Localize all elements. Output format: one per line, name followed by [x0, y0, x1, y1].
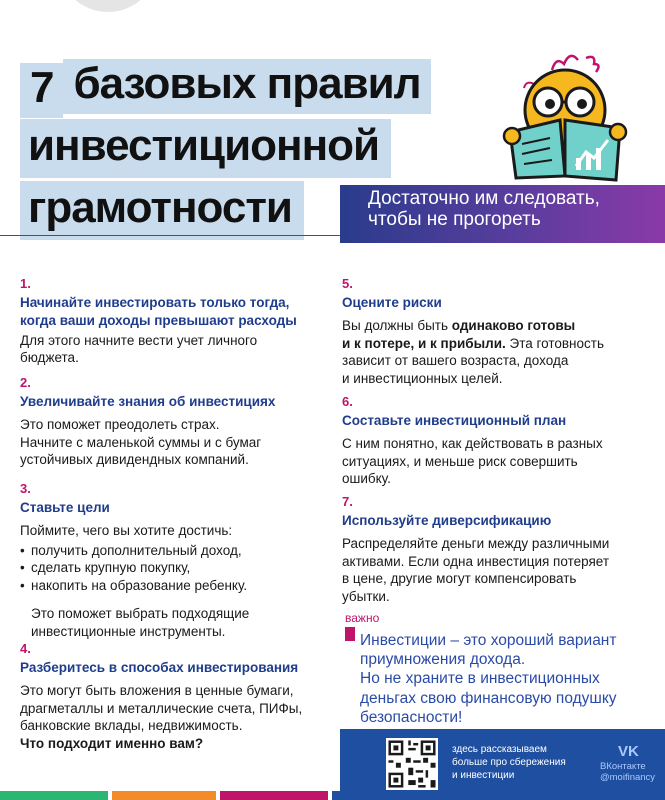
- rule-4-text-line-1: Это могут быть вложения в ценные бумаги,: [20, 682, 294, 698]
- rule-3-note: [20, 605, 330, 641]
- rule-6-text-line-3: ошибку.: [342, 471, 391, 487]
- rule-4-title: Разберитесь в способах инвестирования: [20, 660, 299, 675]
- rule-3-text: Поймите, чего вы хотите достичь:: [20, 522, 233, 538]
- title-text-1: базовых правил: [63, 59, 430, 114]
- rule-6: [342, 394, 652, 488]
- rule-4-text: [20, 682, 340, 753]
- rule-7-text: [342, 535, 652, 606]
- important-text-line-4: деньгах свою финансовую подушку: [360, 689, 617, 707]
- rule-6-text-line-1: С ним понятно, как действовать в разных: [342, 435, 603, 451]
- rule-3: [20, 481, 330, 641]
- rule-2-text: [20, 416, 330, 469]
- vk-handle-line-1: ВКонтакте: [600, 761, 646, 772]
- rule-5-text: [342, 317, 652, 388]
- bottom-bar-green: [0, 791, 108, 800]
- mascot-reading-book-icon: [490, 48, 640, 183]
- bottom-bar-blue: [332, 791, 665, 800]
- rule-2-title: Увеличивайте знания об инвестициях: [20, 394, 276, 409]
- rule-5-text-bold: одинаково готовы: [451, 317, 576, 333]
- important-marker: [345, 627, 355, 641]
- subtitle-box: [340, 185, 665, 243]
- rule-4-text-line-3: банковские вклады, недвижимость.: [20, 718, 243, 734]
- rule-7-text-line-1: Распределяйте деньги между различными: [342, 535, 610, 551]
- rule-1-number: 1.: [20, 276, 31, 291]
- rule-1-title: [20, 294, 330, 330]
- important-text-line-1: Инвестиции – это хороший вариант: [360, 632, 617, 649]
- rule-6-title: Составьте инвестиционный план: [342, 413, 567, 428]
- rule-4-text-bold: Что подходит именно вам?: [20, 736, 204, 752]
- rule-2-text-line-1: Это поможет преодолеть страх.: [20, 416, 220, 432]
- rule-2: [20, 375, 330, 469]
- bottom-bar-magenta: [220, 791, 328, 800]
- rule-5-number: 5.: [342, 276, 353, 291]
- important-text: [360, 631, 660, 727]
- rule-7-number: 7.: [342, 494, 353, 509]
- footer-text-line-3: и инвестиции: [452, 770, 515, 781]
- title-text-2: инвестиционной: [20, 119, 391, 178]
- rule-2-text-line-2: Начните с маленькой суммы и с бумаг: [20, 434, 262, 450]
- list-item: • сделать крупную покупку,: [20, 559, 330, 577]
- rule-5-text-line-4: и инвестиционных целей.: [342, 371, 503, 387]
- rule-5-title: Оцените риски: [342, 295, 442, 310]
- footer-text-line-1: здесь рассказываем: [452, 744, 547, 755]
- rule-7-text-line-2: активами. Если одна инвестиция потеряет: [342, 553, 610, 569]
- rule-4-text-line-2: драгметаллы и металлические счета, ПИФы,: [20, 700, 303, 716]
- rule-1-text-line-2: бюджета.: [20, 350, 79, 366]
- rule-5: [342, 276, 652, 388]
- rule-5-text-line-1: [342, 317, 652, 335]
- footer-box: [340, 729, 665, 797]
- rule-5-text-line-3: зависит от вашего возраста, дохода: [342, 353, 569, 369]
- rule-3-note-line-1: Это поможет выбрать подходящие: [31, 606, 250, 622]
- vk-handle-line-2: @moifinancy: [600, 772, 656, 784]
- rule-7: [342, 494, 652, 606]
- rule-1-title-line-1: Начинайте инвестировать только тогда,: [20, 295, 290, 310]
- title-line-3: [20, 183, 304, 232]
- subtitle-line-1: Достаточно им следовать,: [368, 188, 600, 209]
- important-text-line-5: безопасности!: [360, 708, 463, 726]
- rule-5-text-bold: и к потере, и к прибыли.: [342, 335, 506, 351]
- rule-4-number: 4.: [20, 641, 31, 656]
- rule-3-number: 3.: [20, 481, 31, 496]
- rule-7-title: Используйте диверсификацию: [342, 513, 552, 528]
- vk-logo-icon[interactable]: VK: [618, 743, 639, 760]
- title-line-1: [20, 59, 431, 112]
- rule-6-text: [342, 435, 652, 488]
- rule-6-text-line-2: ситуациях, и меньше риск совершить: [342, 453, 578, 469]
- footer-text: [452, 743, 566, 782]
- rule-3-note-line-2: инвестиционные инструменты.: [31, 623, 226, 639]
- vk-handle[interactable]: [600, 761, 655, 784]
- rule-7-text-line-4: убытки.: [342, 589, 390, 605]
- title-text-3: грамотности: [20, 181, 304, 240]
- title-line-2: [20, 121, 391, 170]
- rule-3-bullet-list: [20, 542, 330, 595]
- rule-3-title: Ставьте цели: [20, 500, 110, 515]
- rule-1: [20, 276, 330, 367]
- title-number: 7: [20, 63, 63, 118]
- important-text-line-3: Но не храните в инвестиционных: [360, 670, 600, 688]
- list-item: • накопить на образование ребенку.: [20, 577, 330, 595]
- rule-1-title-line-2: когда ваши доходы превышают расходы: [20, 312, 297, 328]
- list-item: • получить дополнительный доход,: [20, 542, 330, 560]
- rule-2-number: 2.: [20, 375, 31, 390]
- important-label: важно: [345, 611, 380, 625]
- rule-5-text-part: Вы должны быть: [342, 317, 452, 333]
- corner-decoration: [58, 0, 158, 12]
- rule-4: [20, 641, 340, 753]
- rule-2-text-line-3: устойчивых дивидендных компаний.: [20, 452, 249, 468]
- rule-5-text-part: Эта готовность: [505, 335, 604, 351]
- rule-6-number: 6.: [342, 394, 353, 409]
- subtitle-line-2: чтобы не прогореть: [368, 208, 541, 230]
- rule-5-text-line-2: [342, 335, 652, 353]
- important-text-line-2: приумножения дохода.: [360, 651, 526, 669]
- rule-1-text-line-1: Для этого начните вести учет личного: [20, 332, 258, 348]
- rule-7-text-line-3: в цене, другие могут компенсировать: [342, 571, 577, 587]
- bottom-bar-orange: [112, 791, 216, 800]
- rule-1-text: [20, 332, 330, 368]
- qr-code-icon[interactable]: [386, 738, 438, 790]
- title-divider: [0, 235, 340, 236]
- footer-text-line-2: больше про сбережения: [452, 757, 566, 768]
